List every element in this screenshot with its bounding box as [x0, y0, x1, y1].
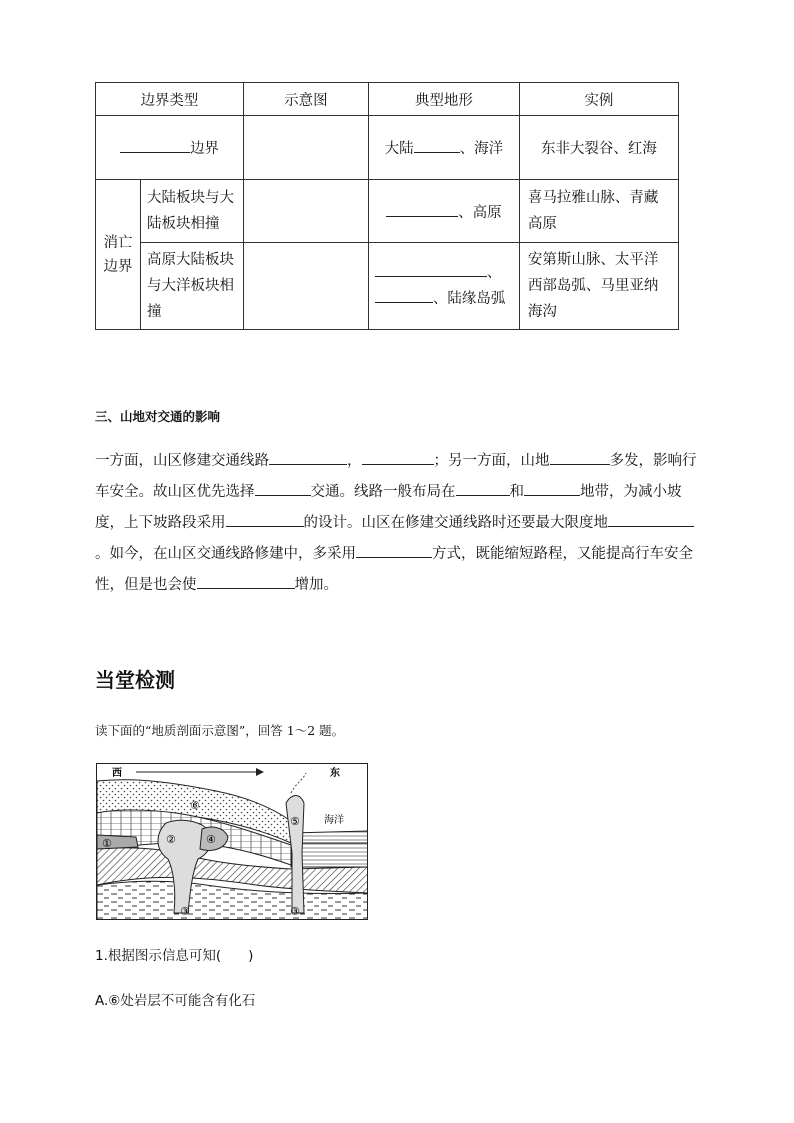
blank-field[interactable]: [456, 480, 510, 496]
option-a[interactable]: A.⑥处岩层不可能含有化石: [95, 993, 256, 1009]
label-5: ⑤: [290, 815, 300, 828]
blank-field[interactable]: [197, 573, 295, 589]
blank-field[interactable]: [386, 202, 458, 217]
merged-boundary-label: 消亡 边界: [96, 180, 141, 330]
para-text: 地带，为减小坡度，上下坡路段采用: [95, 484, 682, 531]
blank-field[interactable]: [226, 511, 304, 527]
row1-boundary-type: [96, 116, 244, 180]
label-2: ②: [166, 833, 176, 846]
row3-terrain-b: 、陆缘岛弧: [432, 291, 506, 307]
para-text: 方式，既能缩短路程，又能提高行车安全性，但是也会使: [95, 546, 693, 593]
row3-subtype: 高原大陆板块与大洋板块相撞: [141, 243, 244, 330]
in-class-check-heading: 当堂检测: [95, 668, 175, 692]
row2-example: 喜马拉雅山脉、青藏高原: [519, 180, 678, 243]
para-text: 多发，影响行车安全。故山区优先选择: [95, 453, 697, 500]
row2-terrain: [368, 180, 519, 243]
geologic-section-figure: [96, 763, 368, 920]
blank-field[interactable]: [255, 480, 311, 496]
row2-terrain-text: 、高原: [458, 204, 502, 221]
para-text: ，: [347, 453, 362, 469]
blank-field[interactable]: [524, 480, 580, 496]
header-example: 实例: [519, 83, 678, 116]
para-text: 的设计。山区在修建交通线路时还要最大限度地: [303, 515, 608, 531]
label-3-west: ③: [180, 905, 190, 918]
mountain-traffic-paragraph: [95, 446, 705, 601]
para-text: ；另一方面，山地: [433, 453, 550, 469]
plate-boundary-table: [95, 82, 679, 330]
row1-type-suffix: 边界: [189, 141, 219, 157]
label-4: ④: [206, 833, 216, 846]
row3-example: 安第斯山脉、太平洋西部岛弧、马里亚纳海沟: [519, 243, 678, 330]
label-6: ⑥: [190, 799, 200, 812]
row1-example: 东非大裂谷、红海: [519, 116, 678, 180]
para-text: 增加。: [294, 577, 338, 593]
para-text: 。如今，在山区交通线路修建中，多采用: [95, 546, 356, 562]
blank-field[interactable]: [269, 449, 347, 465]
row3-terrain: [368, 243, 519, 330]
blank-field[interactable]: [550, 449, 610, 465]
label-ocean: 海洋: [324, 815, 344, 826]
blank-field[interactable]: [375, 288, 433, 303]
row3-terrain-a: 、: [486, 265, 502, 281]
row3-diagram-cell: [243, 243, 368, 330]
label-east: 东: [330, 768, 340, 779]
section-3-title: 三、山地对交通的影响: [95, 409, 221, 424]
para-text: 和: [509, 484, 524, 500]
blank-field[interactable]: [362, 449, 434, 465]
row1-terrain-b: 、海洋: [459, 141, 504, 157]
question-intro: 读下面的“地质剖面示意图”，回答 1～2 题。: [95, 723, 345, 738]
para-text: 一方面，山区修建交通线路: [95, 453, 269, 469]
blank-field[interactable]: [356, 542, 432, 558]
header-terrain: 典型地形: [368, 83, 519, 116]
blank-field[interactable]: [414, 138, 460, 153]
row2-diagram-cell: [243, 180, 368, 243]
question-1: 1.根据图示信息可知( ): [95, 948, 254, 964]
label-1: ①: [102, 837, 112, 850]
row1-terrain: [368, 116, 519, 180]
blank-field[interactable]: [120, 138, 190, 153]
label-3-east: ③: [290, 905, 300, 918]
row1-diagram-cell: [243, 116, 368, 180]
row2-subtype: 大陆板块与大陆板块相撞: [141, 180, 244, 243]
para-text: 交通。线路一般布局在: [310, 484, 456, 500]
header-diagram: 示意图: [243, 83, 368, 116]
row1-terrain-a: 大陆: [384, 141, 414, 157]
label-west: 西: [112, 768, 122, 779]
blank-field[interactable]: [375, 262, 487, 277]
header-boundary-type: 边界类型: [96, 83, 244, 116]
blank-field[interactable]: [608, 511, 694, 527]
